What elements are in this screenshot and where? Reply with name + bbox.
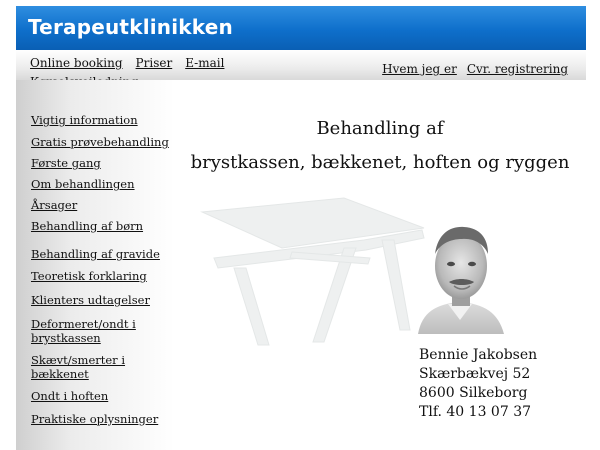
sidebar-item-children[interactable]: Behandling af børn — [31, 219, 144, 233]
sidebar-item-client-statements[interactable]: Klienters udtagelser — [31, 293, 150, 307]
sidebar-item-pelvis[interactable]: Skævt/smerter i bækkenet — [31, 353, 126, 381]
sidebar-item-chest[interactable]: Deformeret/ondt i brystkassen — [31, 317, 136, 345]
sidebar-item-about-treatment[interactable]: Om behandlingen — [31, 177, 135, 191]
sidebar-menu — [16, 80, 174, 450]
nav-cvr-registration[interactable]: Cvr. registrering — [466, 62, 568, 76]
page-heading-line1: Behandling af — [316, 118, 444, 139]
nav-prices[interactable]: Priser — [135, 56, 173, 70]
sidebar-item-hip[interactable]: Ondt i hoften — [31, 389, 109, 403]
sidebar-item-important-info[interactable]: Vigtig information — [31, 113, 138, 127]
nav-online-booking[interactable]: Online booking — [30, 56, 123, 70]
nav-about-me[interactable]: Hvem jeg er — [382, 62, 457, 76]
site-header — [16, 6, 586, 50]
sidebar-item-practical-info[interactable]: Praktiske oplysninger — [31, 412, 159, 426]
contact-name: Bennie Jakobsen — [419, 347, 538, 363]
sidebar-item-free-trial[interactable]: Gratis prøvebehandling — [31, 135, 169, 149]
contact-phone: Tlf. 40 13 07 37 — [419, 404, 532, 420]
site-title[interactable]: Terapeutklinikken — [28, 15, 233, 39]
therapist-portrait — [414, 224, 506, 334]
sidebar-item-theory[interactable]: Teoretisk forklaring — [31, 269, 147, 283]
sidebar-item-pregnant[interactable]: Behandling af gravide — [31, 247, 160, 261]
sidebar-item-causes[interactable]: Årsager — [31, 198, 78, 212]
contact-block — [419, 346, 537, 422]
nav-email[interactable]: E-mail — [185, 56, 225, 70]
contact-city: 8600 Silkeborg — [419, 385, 528, 401]
contact-street: Skærbækvej 52 — [419, 366, 531, 382]
nav-right-group — [372, 58, 568, 77]
page-heading-line2: brystkassen, bækkenet, hoften og ryggen — [190, 152, 570, 173]
top-navigation — [16, 50, 586, 80]
sidebar-item-first-time[interactable]: Første gang — [31, 156, 101, 170]
main-content — [174, 80, 586, 450]
